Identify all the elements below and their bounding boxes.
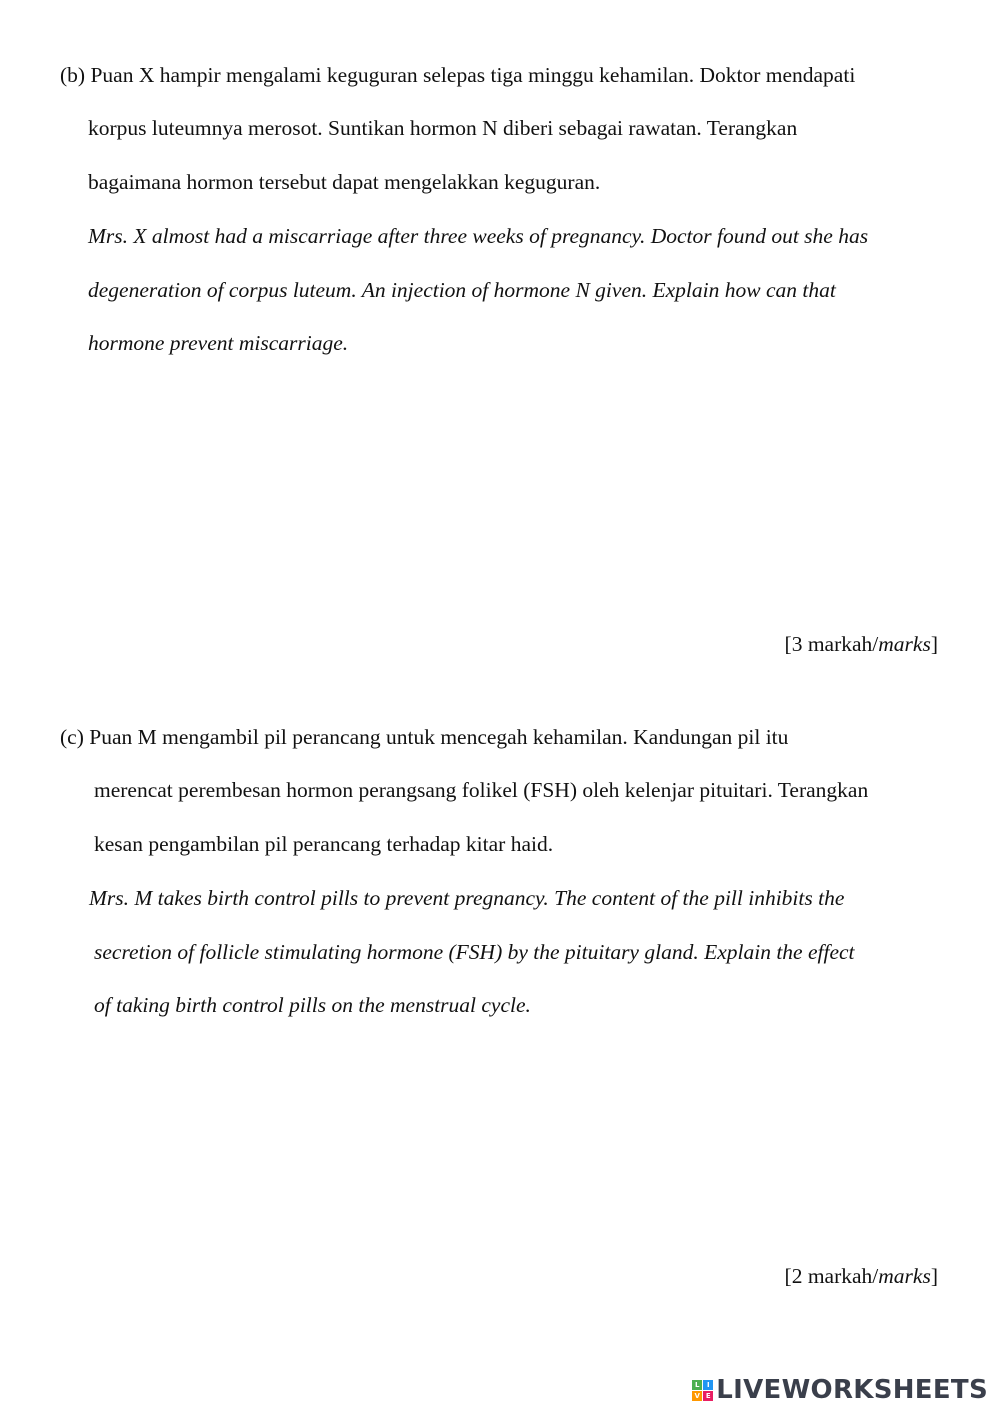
question-b-malay-line-3: bagaimana hormon tersebut dapat mengelakkan keguguran. — [88, 170, 601, 194]
question-b-marks: [3 markah/marks] — [784, 632, 938, 656]
question-c-malay-line-2: merencat perembesan hormon perangsang folikel (FSH) oleh kelenjar pituitari. Terangkan — [94, 778, 869, 802]
liveworksheets-icon — [692, 1380, 713, 1401]
question-c-marks: [2 markah/marks] — [784, 1264, 938, 1288]
question-c-english-line-1: Mrs. M takes birth control pills to prevent pregnancy. The content of the pill inhibits the — [89, 886, 845, 910]
question-b-malay-line-1: (b) Puan X hampir mengalami keguguran selepas tiga minggu kehamilan. Doktor mendapati — [60, 63, 856, 87]
question-c-malay-line-1: (c) Puan M mengambil pil perancang untuk mencegah kehamilan. Kandungan pil itu — [60, 725, 789, 749]
question-c-malay-line-3: kesan pengambilan pil perancang terhadap kitar haid. — [94, 832, 554, 856]
question-c-english-line-2: secretion of follicle stimulating hormone (FSH) by the pituitary gland. Explain the effect — [94, 940, 855, 964]
question-c-english-line-3: of taking birth control pills on the menstrual cycle. — [94, 993, 531, 1017]
question-b-english-line-3: hormone prevent miscarriage. — [88, 331, 349, 355]
logo-icon-cell: I — [703, 1380, 713, 1390]
logo-text: LIVEWORKSHEETS — [716, 1375, 988, 1405]
logo-icon-cell: L — [692, 1380, 702, 1390]
logo-icon-cell: E — [703, 1391, 713, 1401]
question-b-english-line-1: Mrs. X almost had a miscarriage after three weeks of pregnancy. Doctor found out she has — [88, 224, 869, 248]
logo-icon-cell: V — [692, 1391, 702, 1401]
question-b-malay-line-2: korpus luteumnya merosot. Suntikan hormon N diberi sebagai rawatan. Terangkan — [88, 116, 798, 140]
question-b-english-line-2: degeneration of corpus luteum. An injection of hormone N given. Explain how can that — [88, 278, 836, 302]
liveworksheets-logo — [692, 1374, 988, 1406]
